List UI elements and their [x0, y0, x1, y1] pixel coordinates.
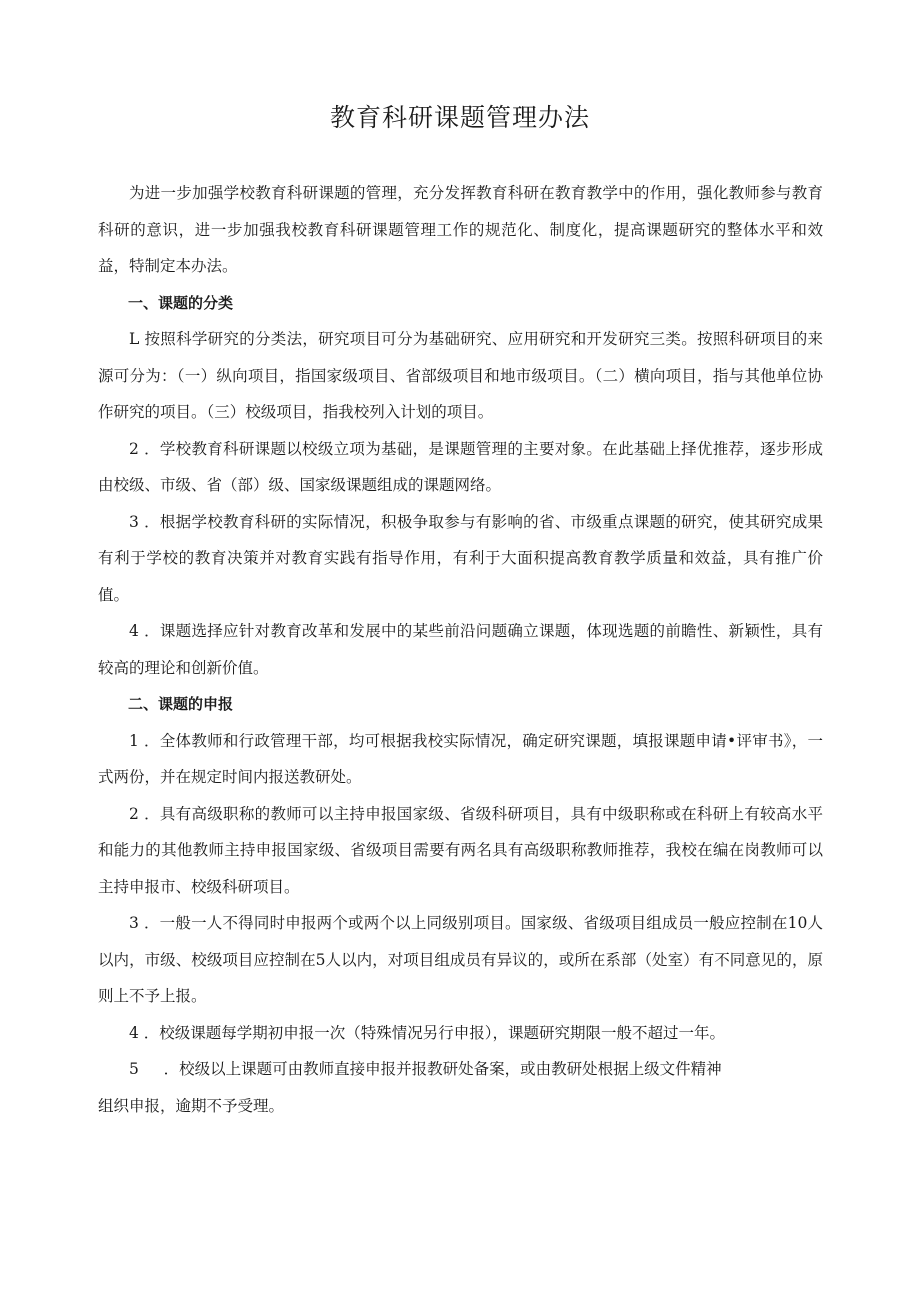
list-item: L 按照科学研究的分类法，研究项目可分为基础研究、应用研究和开发研究三类。按照科研项目的来源可分为：（一）纵向项目，指国家级项目、省部级项目和地市级项目。（二）横向项目，指与其他单位协作研究的项目。（三）校级项目，指我校列入计划的项目。 — [98, 330, 823, 421]
list-item: 4 ．课题选择应针对教育改革和发展中的某些前沿问题确立课题，体现选题的前瞻性、新颖性，具有较高的理论和创新价值。 — [98, 622, 823, 677]
list-item-5-line-2: 组织申报，逾期不予受理。 — [98, 1096, 285, 1115]
list-item-5-text: ．校级以上课题可由教师直接申报并报教研处备案，或由教研处根据上级文件精神 — [163, 1060, 722, 1078]
section-heading-application: 二、课题的申报 — [128, 695, 234, 713]
list-item-5-number: 5 — [129, 1060, 139, 1078]
page-title: 教育科研课题管理办法 — [329, 103, 590, 132]
list-item: 3 ．一般一人不得同时申报两个或两个以上同级别项目。国家级、省级项目组成员一般应控制在10人以内，市级、校级项目应控制在5人以内，对项目组成员有异议的，或所在系部（处室）有不同意见的，原则上不予上报。 — [98, 914, 823, 1005]
intro-paragraph: 为进一步加强学校教育科研课题的管理，充分发挥教育科研在教育教学中的作用，强化教师参与教育科研的意识，进一步加强我校教育科研课题管理工作的规范化、制度化，提高课题研究的整体水平和效益，特制定本办法。 — [98, 184, 823, 275]
list-item: 3 ．根据学校教育科研的实际情况，积极争取参与有影响的省、市级重点课题的研究，使其研究成果有利于学校的教育决策并对教育实践有指导作用，有利于大面积提高教育教学质量和效益，具有推广价值。 — [98, 512, 823, 604]
list-item: 2 ．具有高级职称的教师可以主持申报国家级、省级科研项目，具有中级职称或在科研上有较高水平和能力的其他教师主持申报国家级、省级项目需要有两名具有高级职称教师推荐，我校在编在岗教师可以主持申报市、校级科研项目。 — [98, 804, 823, 896]
list-item: 4 ．校级课题每学期初申报一次（特殊情况另行申报），课题研究期限一般不超过一年。 — [129, 1023, 726, 1042]
list-item: 2 ．学校教育科研课题以校级立项为基础，是课题管理的主要对象。在此基础上择优推荐，逐步形成由校级、市级、省（部）级、国家级课题组成的课题网络。 — [98, 439, 823, 494]
list-item-5-line-1 — [98, 1051, 823, 1088]
list-item: 1 ．全体教师和行政管理干部，均可根据我校实际情况，确定研究课题，填报课题申请•评审书》，一式两份，并在规定时间内报送教研处。 — [98, 731, 823, 786]
document-body — [98, 175, 823, 1124]
section-heading-classification: 一、课题的分类 — [128, 293, 234, 312]
